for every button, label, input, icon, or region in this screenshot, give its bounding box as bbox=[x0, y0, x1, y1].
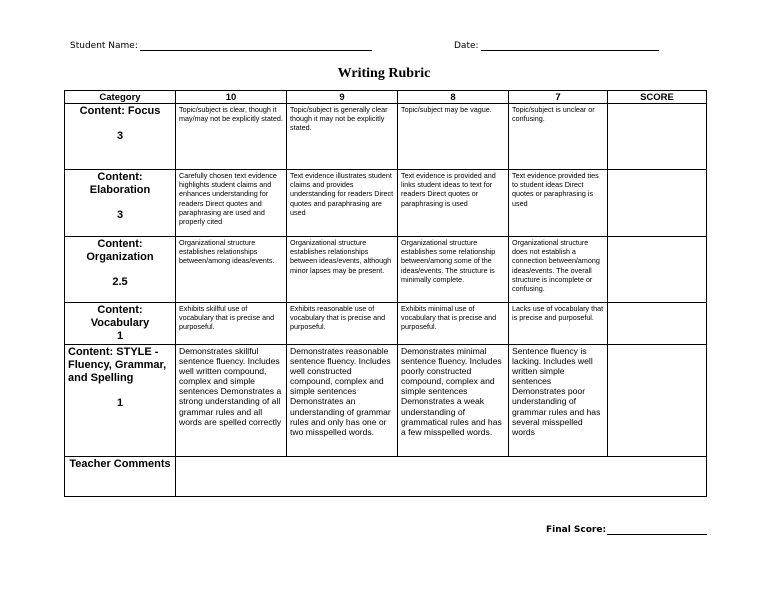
score-cell[interactable] bbox=[608, 104, 707, 170]
final-score-field[interactable] bbox=[546, 524, 707, 535]
date-label: Date: bbox=[454, 41, 479, 51]
table-row bbox=[65, 303, 707, 345]
category-cell bbox=[65, 345, 176, 457]
column-header-category: Category bbox=[65, 91, 176, 104]
descriptor-cell: Carefully chosen text evidence highlights student claims and enhances understanding for readers Direct quotes and paraphrasing are used and properly cited bbox=[176, 170, 287, 237]
student-name-label: Student Name: bbox=[70, 41, 138, 51]
date-field[interactable] bbox=[454, 40, 659, 51]
descriptor-cell: Exhibits minimal use of vocabulary that is precise and purposeful. bbox=[398, 303, 509, 345]
date-line[interactable] bbox=[481, 40, 659, 51]
teacher-comments-area[interactable] bbox=[176, 457, 707, 497]
column-header-score: SCORE bbox=[608, 91, 707, 104]
category-label: Content: Vocabulary bbox=[90, 304, 150, 329]
score-cell[interactable] bbox=[608, 303, 707, 345]
column-header-10: 10 bbox=[176, 91, 287, 104]
column-header-7: 7 bbox=[509, 91, 608, 104]
descriptor-cell: Text evidence illustrates student claims and provides understanding for readers Direct quotes and paraphrasing are used bbox=[287, 170, 398, 237]
score-cell[interactable] bbox=[608, 237, 707, 303]
descriptor-cell: Sentence fluency is lacking. Includes well written simple sentences Demonstrates poor understanding of grammar rules and has several misspelled words bbox=[509, 345, 608, 457]
column-header-9: 9 bbox=[287, 91, 398, 104]
category-label: Content: Focus bbox=[79, 105, 161, 117]
category-score: 3 bbox=[116, 130, 124, 142]
category-cell bbox=[65, 237, 176, 303]
descriptor-cell: Text evidence is provided and links student ideas to text for readers Direct quotes or paraphrasing is used bbox=[398, 170, 509, 237]
category-label: Content: Organization bbox=[86, 238, 154, 263]
category-score: 1 bbox=[116, 397, 124, 409]
descriptor-cell: Topic/subject is unclear or confusing. bbox=[509, 104, 608, 170]
category-score: 1 bbox=[116, 330, 124, 342]
descriptor-cell: Organizational structure does not establish a connection between/among ideas/events. The overall structure is incomplete or confusing. bbox=[509, 237, 608, 303]
category-label: Content: Elaboration bbox=[89, 171, 151, 196]
final-score-label: Final Score: bbox=[546, 525, 607, 535]
descriptor-cell: Organizational structure establishes some relationship between/among some of the ideas/events. The structure is minimally complete. bbox=[398, 237, 509, 303]
student-name-line[interactable] bbox=[140, 40, 372, 51]
descriptor-cell: Organizational structure establishes relationships between ideas/events, although minor lapses may be present. bbox=[287, 237, 398, 303]
descriptor-cell: Lacks use of vocabulary that is precise and purposeful. bbox=[509, 303, 608, 345]
category-score: 3 bbox=[116, 209, 124, 221]
descriptor-cell: Exhibits reasonable use of vocabulary that is precise and purposeful. bbox=[287, 303, 398, 345]
descriptor-cell: Demonstrates minimal sentence fluency. Includes poorly constructed compound, complex and simple sentences Demonstrates a weak understanding of grammatical rules and has a few misspelled words. bbox=[398, 345, 509, 457]
category-cell bbox=[65, 170, 176, 237]
category-score: 2.5 bbox=[112, 276, 128, 288]
column-header-8: 8 bbox=[398, 91, 509, 104]
table-row bbox=[65, 237, 707, 303]
student-name-field[interactable] bbox=[70, 40, 372, 51]
descriptor-cell: Exhibits skillful use of vocabulary that is precise and purposeful. bbox=[176, 303, 287, 345]
teacher-comments-label: Teacher Comments bbox=[65, 457, 176, 497]
table-row bbox=[65, 170, 707, 237]
comments-row bbox=[65, 457, 707, 497]
descriptor-cell: Organizational structure establishes relationships between/among ideas/events. bbox=[176, 237, 287, 303]
table-row bbox=[65, 345, 707, 457]
category-cell bbox=[65, 303, 176, 345]
table-row bbox=[65, 104, 707, 170]
header-row bbox=[65, 91, 707, 104]
descriptor-cell: Demonstrates reasonable sentence fluency. Includes well constructed compound, complex and simple sentences Demonstrates an understanding of grammar rules and only has one or two misspelled words. bbox=[287, 345, 398, 457]
descriptor-cell: Topic/subject is generally clear though it may not be explicitly stated. bbox=[287, 104, 398, 170]
page-title: Writing Rubric bbox=[337, 66, 431, 81]
score-cell[interactable] bbox=[608, 345, 707, 457]
score-cell[interactable] bbox=[608, 170, 707, 237]
category-cell bbox=[65, 104, 176, 170]
category-label: Content: STYLE - Fluency, Grammar, and Spelling bbox=[68, 346, 167, 384]
descriptor-cell: Text evidence provided ties to student ideas Direct quotes or paraphrasing is used bbox=[509, 170, 608, 237]
final-score-line[interactable] bbox=[607, 524, 707, 535]
descriptor-cell: Topic/subject is clear, though it may/may not be explicitly stated. bbox=[176, 104, 287, 170]
rubric-table bbox=[64, 90, 707, 497]
descriptor-cell: Demonstrates skillful sentence fluency. Includes well written compound, complex and simple sentences Demonstrates a strong understanding of all grammar rules and all words are spelled correctly bbox=[176, 345, 287, 457]
descriptor-cell: Topic/subject may be vague. bbox=[398, 104, 509, 170]
